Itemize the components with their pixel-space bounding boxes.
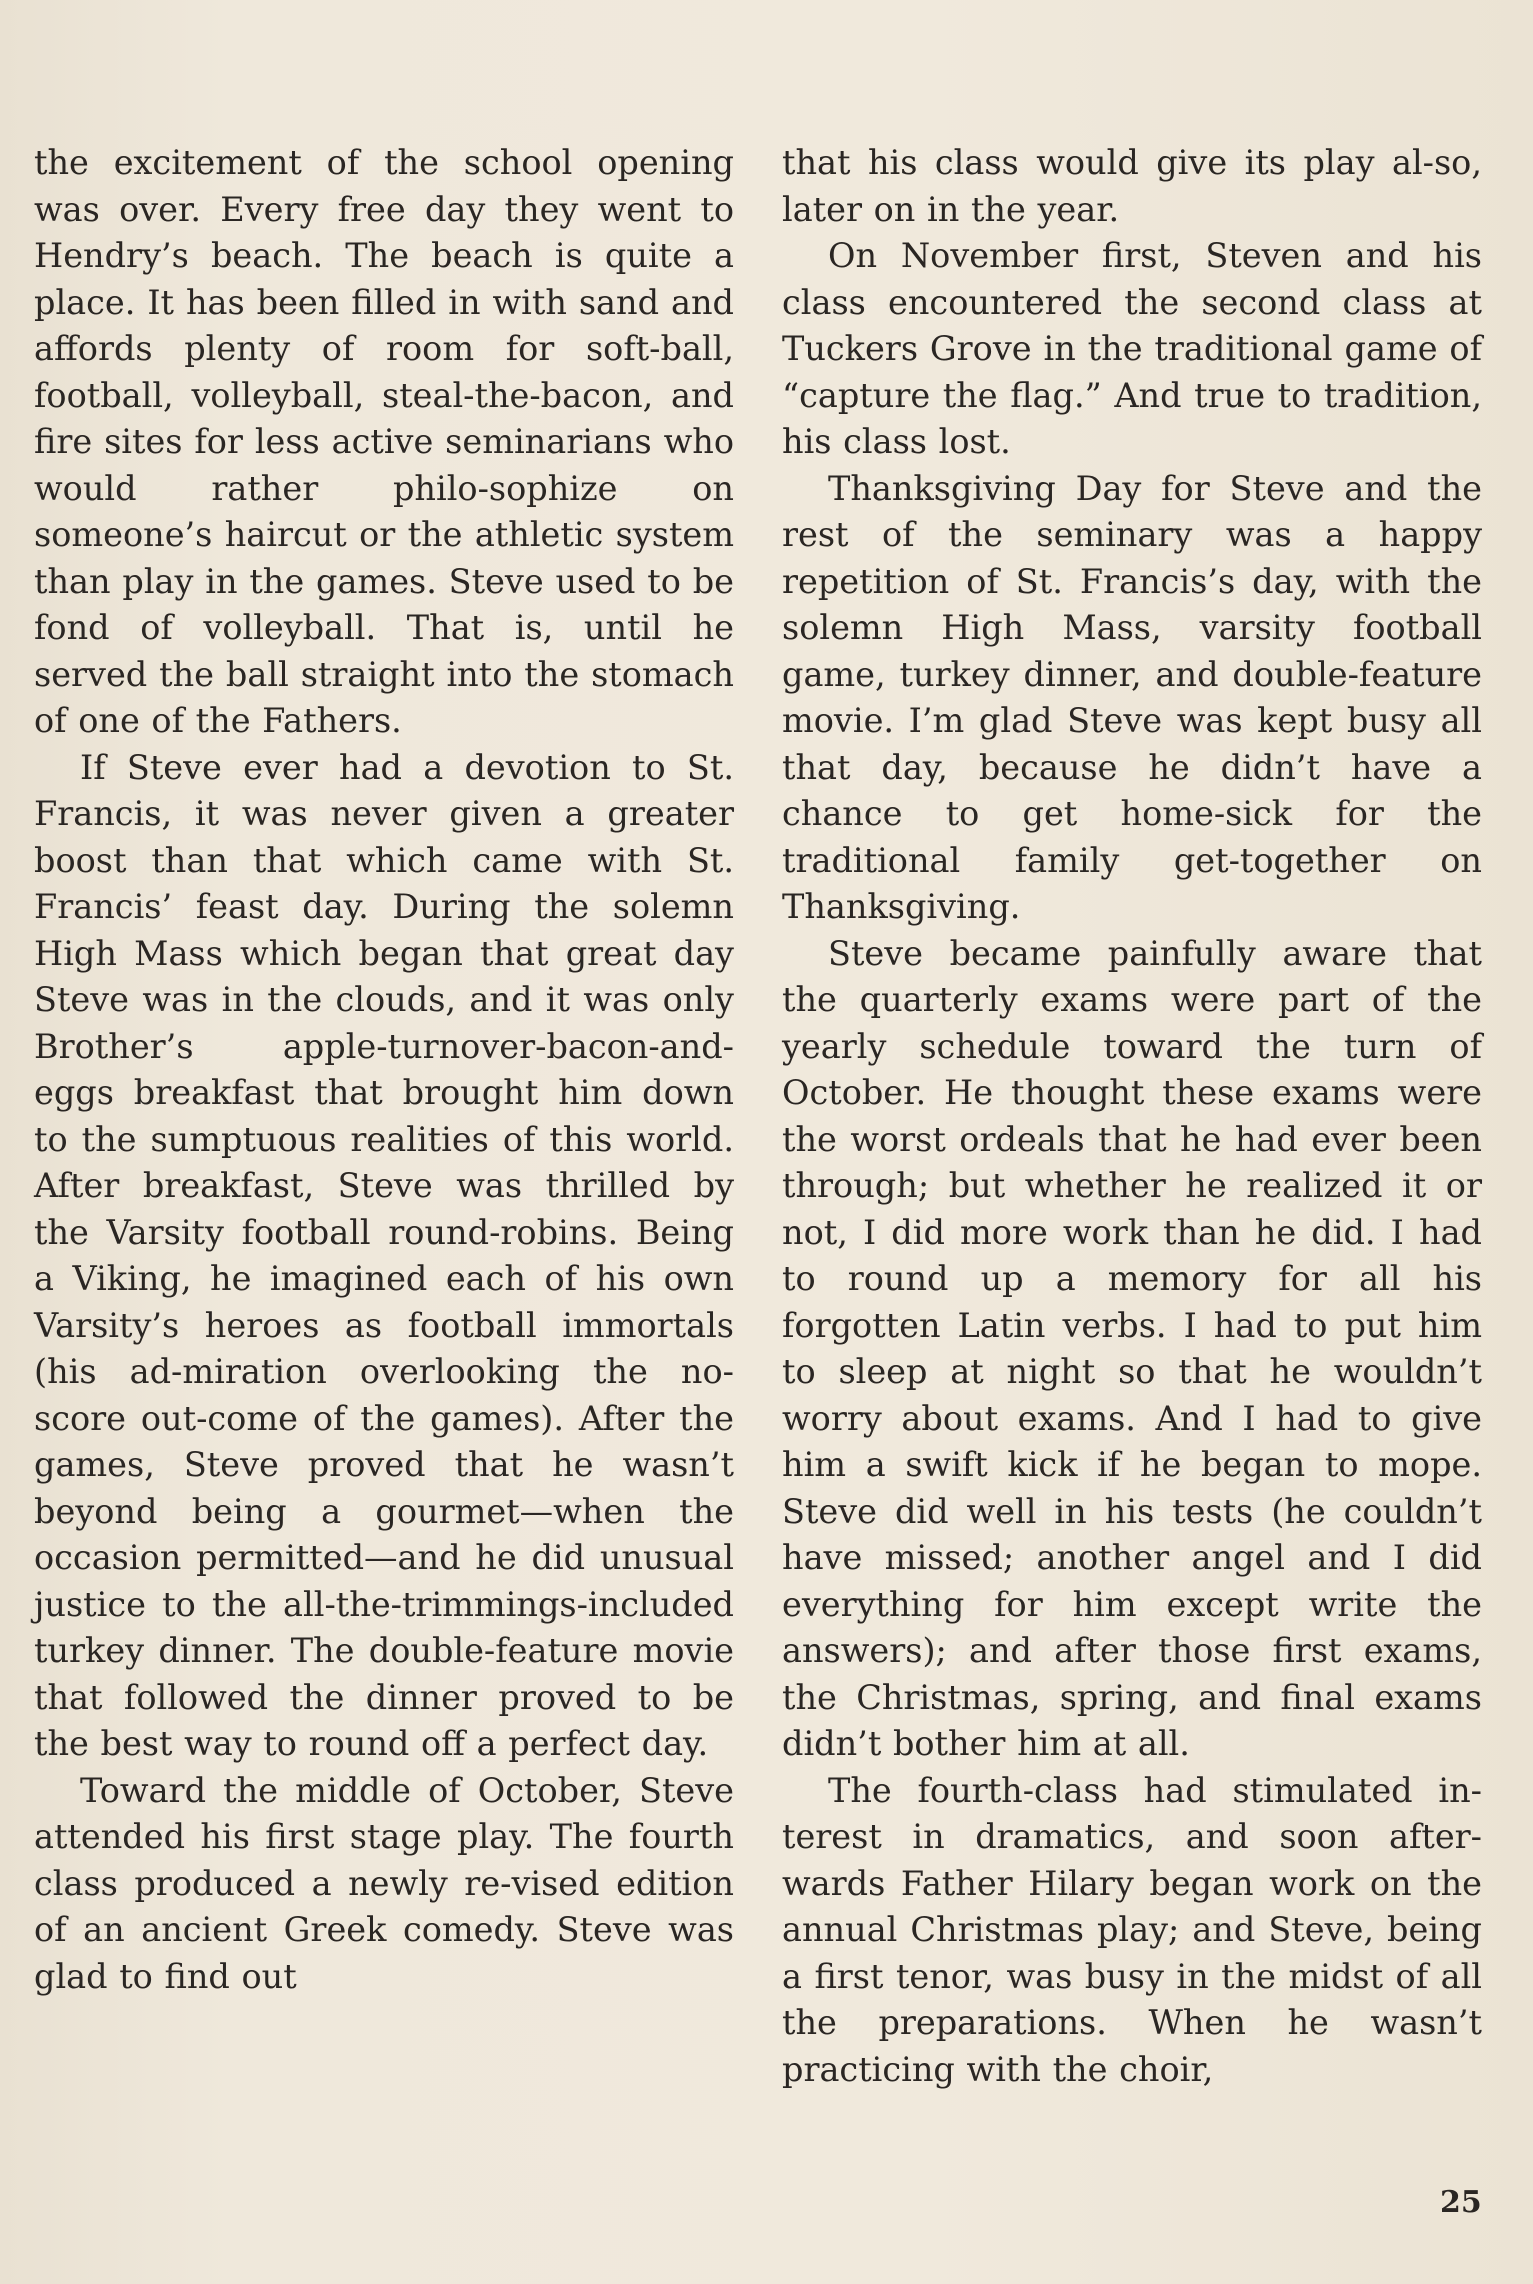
- paragraph: the excitement of the school opening was over. Every free day they went to Hendry’s beach. The beach is quite a place. It has been filled in with sand and affords plenty of room for soft-ball, football, volleyball, steal-the-bacon, and fire sites for less active seminarians who would rather philo-sophize on someone’s haircut or the athletic system than play in the games. Steve used to be fond of volleyball. That is, until he served the ball straight into the stomach of one of the Fathers.: [34, 143, 734, 740]
- paragraph: that his class would give its play al-so, later on in the year.: [782, 143, 1482, 229]
- paragraph: On November first, Steven and his class encountered the second class at Tuckers Grove in the traditional game of “capture the flag.” And true to tradition, his class lost.: [782, 236, 1482, 461]
- paragraph: The fourth-class had stimulated in-terest in dramatics, and soon after-wards Father Hilary began work on the annual Christmas play; and Steve, being a first tenor, was busy in the midst of all the preparations. When he wasn’t practicing with the choir,: [782, 1770, 1482, 2089]
- left-column: [34, 140, 734, 2000]
- page-number: 25: [1440, 2185, 1482, 2220]
- right-column: [782, 140, 1482, 2093]
- paragraph: If Steve ever had a devotion to St. Francis, it was never given a greater boost than that which came with St. Francis’ feast day. During the solemn High Mass which began that great day Steve was in the clouds, and it was only Brother’s apple-turnover-bacon-and-eggs breakfast that brought him down to the sumptuous realities of this world. After breakfast, Steve was thrilled by the Varsity football round-robins. Being a Viking, he imagined each of his own Varsity’s heroes as football immortals (his ad-miration overlooking the no-score out-come of the games). After the games, Steve proved that he wasn’t beyond being a gourmet—when the occasion permitted—and he did unusual justice to the all-the-trimmings-included turkey dinner. The double-feature movie that followed the dinner proved to be the best way to round off a perfect day.: [34, 747, 734, 1763]
- paragraph: Thanksgiving Day for Steve and the rest of the seminary was a happy repetition of St. Francis’s day, with the solemn High Mass, varsity football game, turkey dinner, and double-feature movie. I’m glad Steve was kept busy all that day, because he didn’t have a chance to get home-sick for the traditional family get-together on Thanksgiving.: [782, 468, 1482, 926]
- paragraph: Toward the middle of October, Steve attended his first stage play. The fourth class produced a newly re-vised edition of an ancient Greek comedy. Steve was glad to find out: [34, 1770, 734, 1996]
- paragraph: Steve became painfully aware that the quarterly exams were part of the yearly schedule toward the turn of October. He thought these exams were the worst ordeals that he had ever been through; but whether he realized it or not, I did more work than he did. I had to round up a memory for all his forgotten Latin verbs. I had to put him to sleep at night so that he wouldn’t worry about exams. And I had to give him a swift kick if he began to mope. Steve did well in his tests (he couldn’t have missed; another angel and I did everything for him except write the answers); and after those first exams, the Christmas, spring, and final exams didn’t bother him at all.: [782, 933, 1482, 1763]
